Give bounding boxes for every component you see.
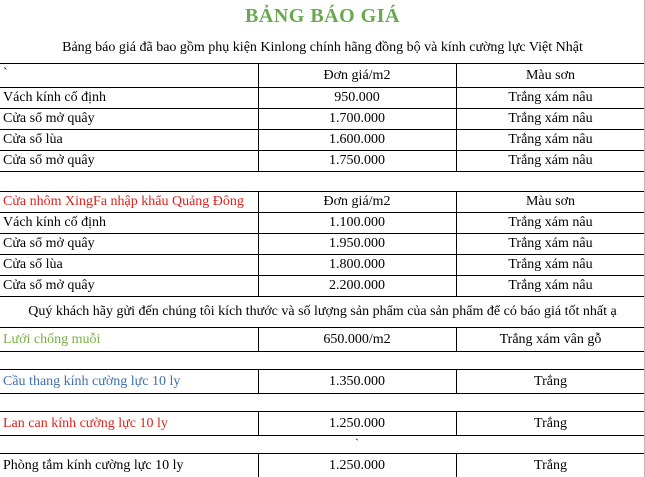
table-row: [0, 151, 645, 172]
item-price: 1.800.000: [329, 257, 385, 272]
item-price: 1.700.000: [329, 111, 385, 126]
item-color: Trắng xám vân gỗ: [499, 331, 602, 347]
section1-header-color: Màu sơn: [525, 67, 575, 83]
item-name: Vách kính cố định: [3, 90, 107, 105]
item-price: 950.000: [334, 90, 380, 105]
subtitle-row: [0, 32, 645, 64]
item-color: Trắng xám nâu: [508, 278, 593, 293]
item-name: Cửa sổ lùa: [3, 132, 63, 147]
section1-header-row: [0, 64, 645, 88]
page-title: BẢNG BÁO GIÁ: [245, 4, 400, 27]
item-price: 1.350.000: [329, 373, 385, 389]
item-color: Trắng: [534, 415, 567, 431]
table-row: [0, 412, 645, 436]
item-color: Trắng xám nâu: [508, 236, 593, 251]
section2-header-row: [0, 192, 645, 213]
table-row: [0, 255, 645, 276]
section2-header-color: Màu sơn: [525, 194, 575, 209]
table-row: [0, 276, 645, 297]
item-price: 650.000/m2: [323, 331, 391, 347]
item-name: Cửa sổ mở quây: [3, 153, 95, 168]
table-row: [0, 130, 645, 151]
item-name: Lan can kính cường lực 10 ly: [3, 415, 168, 431]
item-name: Phòng tắm kính cường lực 10 ly: [3, 457, 184, 473]
table-row: [0, 370, 645, 394]
note-text: Quý khách hãy gửi đến chúng tôi kích thước và số lượng sản phẩm của sản phẩm để có báo giá tốt nhất ạ: [28, 304, 617, 319]
item-name: Lưới chống muỗi: [3, 331, 101, 347]
section1-header-price: Đơn giá/m2: [323, 67, 391, 83]
item-color: Trắng xám nâu: [508, 90, 593, 105]
item-price: 1.250.000: [329, 457, 385, 473]
table-row: [0, 454, 645, 477]
item-color: Trắng: [534, 373, 567, 389]
item-color: Trắng xám nâu: [508, 153, 593, 168]
spacer-row: [0, 352, 645, 370]
section2-title: Cửa nhôm XingFa nhập khẩu Quảng Đông: [3, 194, 244, 209]
spacer-row: [0, 172, 645, 192]
note-row: [0, 297, 645, 328]
table-row: [0, 88, 645, 109]
item-price: 1.750.000: [329, 153, 385, 168]
item-name: Vách kính cố định: [3, 215, 107, 230]
section2-header-price: Đơn giá/m2: [323, 194, 391, 209]
table-row: [0, 213, 645, 234]
section1-header-mark: `: [3, 66, 8, 81]
item-price: 1.100.000: [329, 215, 385, 230]
item-name: Cửa sổ mở quây: [3, 278, 95, 293]
item-name: Cầu thang kính cường lực 10 ly: [3, 373, 181, 389]
subtitle: Bảng báo giá đã bao gồm phụ kiện Kinlong chính hãng đồng bộ và kính cường lực Việt Nhật: [62, 39, 583, 55]
item-price: 2.200.000: [329, 278, 385, 293]
table-row: [0, 328, 645, 352]
table-row: [0, 234, 645, 255]
item-color: Trắng xám nâu: [508, 215, 593, 230]
item-name: Cửa sổ lùa: [3, 257, 63, 272]
item-color: Trắng xám nâu: [508, 111, 593, 126]
item-color: Trắng: [534, 457, 567, 473]
item-name: Cửa sổ mở quây: [3, 111, 95, 126]
item-color: Trắng xám nâu: [508, 132, 593, 147]
item-name: Cửa sổ mở quây: [3, 236, 95, 251]
spacer-row: [0, 436, 645, 454]
spacer-row: [0, 394, 645, 412]
item-price: 1.950.000: [329, 236, 385, 251]
item-price: 1.250.000: [329, 415, 385, 431]
stray-mark: `: [355, 436, 359, 450]
title-row: [0, 0, 645, 32]
table-row: [0, 109, 645, 130]
item-price: 1.600.000: [329, 132, 385, 147]
item-color: Trắng xám nâu: [508, 257, 593, 272]
